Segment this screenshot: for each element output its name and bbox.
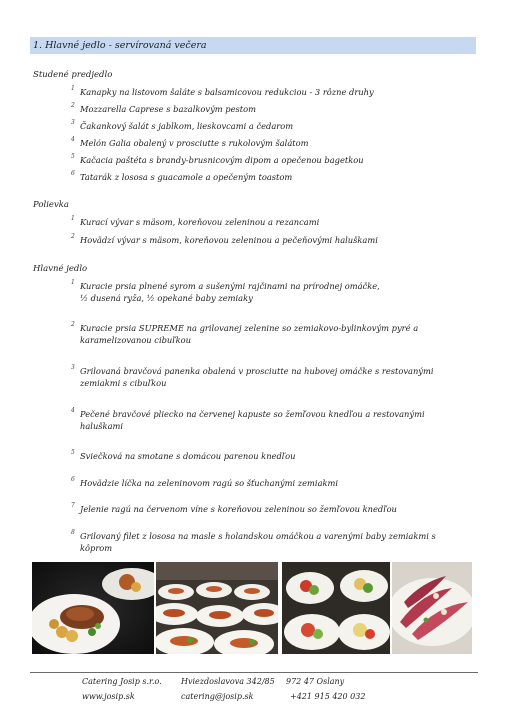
- item-number: 6: [71, 476, 75, 483]
- food-photo-plates-row: [156, 562, 278, 654]
- item-text: Mozzarella Caprese s bazalkovým pestom: [80, 104, 256, 114]
- item-number: 5: [71, 153, 75, 160]
- item-text: kôprom: [80, 543, 113, 553]
- food-photo-appetizers: [392, 562, 472, 654]
- item-text: Kanapky na listovom šaláte s balsamicovou redukciou - 3 rôzne druhy: [80, 87, 374, 97]
- item-text: Čakankový šalát s jablkom, lieskovcami a čedarom: [80, 121, 294, 131]
- item-number: 2: [71, 321, 75, 328]
- item-text: Tatarák z lososa s guacamole a opečeným toastom: [80, 172, 293, 182]
- food-photo-plated-meat: [32, 562, 154, 654]
- item-number: 3: [71, 364, 75, 371]
- item-text: Melón Galia obalený v prosciutte s rukolovým šalátom: [80, 138, 309, 148]
- item-number: 1: [71, 85, 75, 92]
- menu-item: [71, 321, 480, 346]
- item-text: Hovädzie líčka na zeleninovom ragú so šťuchanými zemiakmi: [80, 478, 339, 488]
- footer-city: 972 47 Oslany: [286, 677, 345, 686]
- menu-item: [71, 170, 480, 183]
- menu-item: [71, 119, 480, 132]
- item-text: Grilovaný filet z lososa na masle s holandskou omáčkou a varenými baby zemiakmi s: [80, 531, 436, 541]
- menu-item: [71, 136, 480, 149]
- menu-item: [71, 476, 480, 489]
- item-text: Kuracie prsia plnené syrom a sušenými rajčinami na prírodnej omáčke,: [80, 281, 380, 291]
- menu-item: [71, 215, 480, 228]
- item-text: Hovädzí vývar s mäsom, koreňovou zeleninou a pečeňovými haluškami: [80, 235, 378, 245]
- item-number: 5: [71, 449, 75, 456]
- menu-item: [71, 364, 480, 389]
- menu-item: [71, 279, 480, 304]
- food-photo-strip: [32, 562, 472, 654]
- item-text: Kačacia paštéta s brandy-brusnicovým dipom a opečenou bagetkou: [80, 155, 364, 165]
- footer-divider: [30, 672, 478, 673]
- item-number: 3: [71, 119, 75, 126]
- item-number: 4: [71, 136, 75, 143]
- item-number: 8: [71, 529, 75, 536]
- food-photo-salads: [282, 562, 390, 654]
- item-number: 2: [71, 233, 75, 240]
- menu-item: [71, 153, 480, 166]
- item-text: karamelizovanou cibuľkou: [80, 335, 191, 345]
- item-text: Jelenie ragú na červenom víne s koreňovou zeleninou so žemľovou knedľou: [80, 504, 397, 514]
- menu-item: [71, 407, 480, 432]
- item-text: Grilovaná bravčová panenka obalená v prosciutte na hubovej omáčke s restovanými: [80, 366, 434, 376]
- menu-item: [71, 449, 480, 462]
- item-text: zemiakmi s cibuľkou: [80, 378, 167, 388]
- item-number: 7: [71, 502, 75, 509]
- footer-phone: +421 915 420 032: [290, 692, 366, 701]
- item-number: 1: [71, 279, 75, 286]
- footer-email[interactable]: catering@josip.sk: [181, 692, 254, 701]
- item-number: 4: [71, 407, 75, 414]
- item-text: Sviečková na smotane s domácou parenou knedľou: [80, 451, 296, 461]
- item-number: 1: [71, 215, 75, 222]
- item-text: haluškami: [80, 421, 124, 431]
- footer-web[interactable]: www.josip.sk: [82, 692, 135, 701]
- menu-item: [71, 502, 480, 515]
- footer-company: Catering Josip s.r.o.: [82, 677, 162, 686]
- section-title: 1. Hlavné jedlo - servírovaná večera: [30, 37, 476, 54]
- menu-item: [71, 233, 480, 246]
- item-text: Pečené bravčové pliecko na červenej kapuste so žemľovou knedľou a restovanými: [80, 409, 425, 419]
- section-heading-main-course: Hlavné jedlo: [33, 264, 88, 274]
- menu-item: [71, 85, 480, 98]
- footer-address: Hviezdoslavova 342/85: [181, 677, 275, 686]
- menu-item: [71, 102, 480, 115]
- item-number: 2: [71, 102, 75, 109]
- item-number: 6: [71, 170, 75, 177]
- section-heading-soup: Polievka: [33, 200, 69, 210]
- item-text: Kuracie prsia SUPREME na grilovanej zelenine so zemiakovo-bylinkovým pyré a: [80, 323, 419, 333]
- section-heading-cold-starter: Studené predjedlo: [33, 70, 113, 80]
- item-text: Kurací vývar s mäsom, koreňovou zeleninou a rezancami: [80, 217, 320, 227]
- item-text: ½ dusená ryža, ½ opekané baby zemiaky: [80, 293, 253, 303]
- menu-item: [71, 529, 480, 554]
